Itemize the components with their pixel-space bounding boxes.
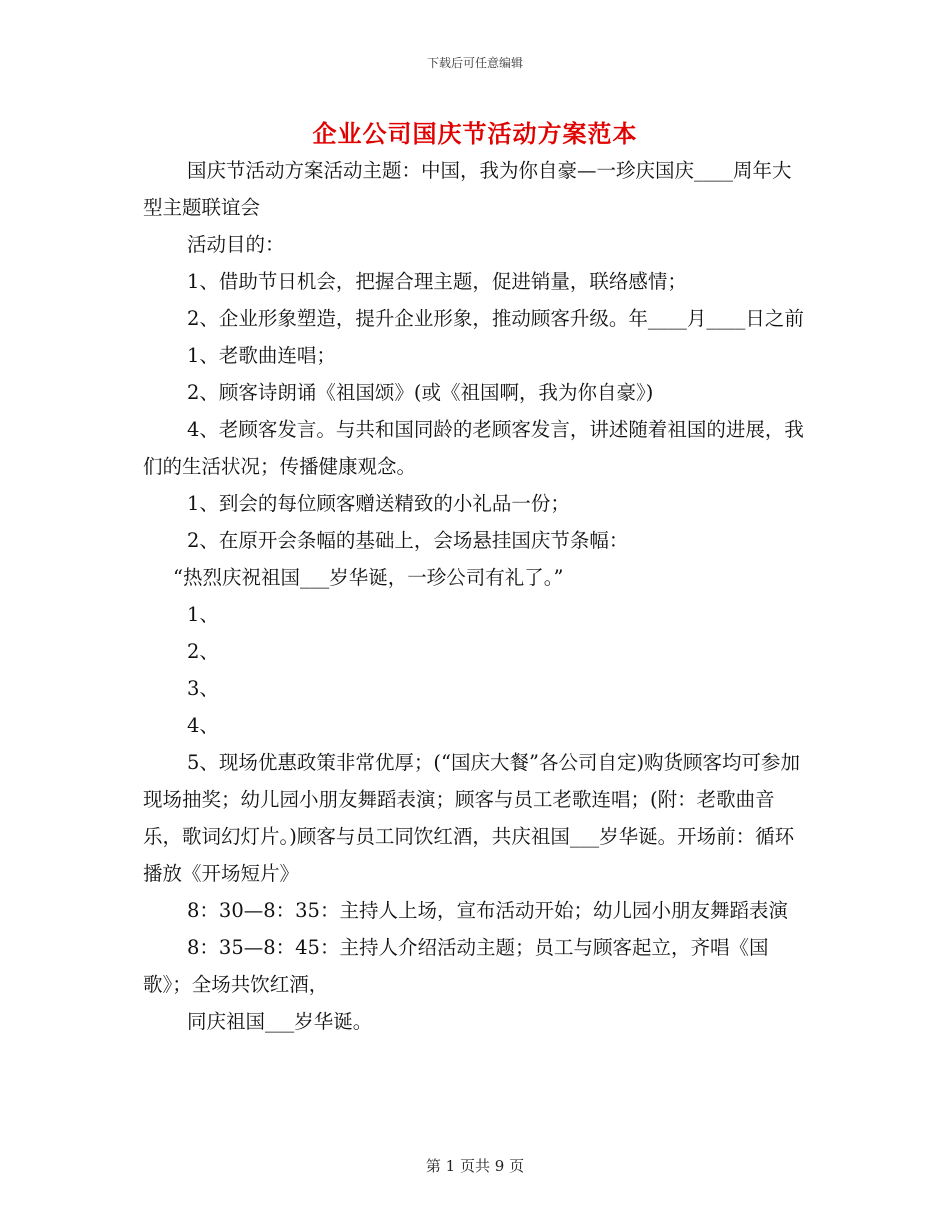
paragraph-purpose-1: 1、借助节日机会，把握合理主题，促进销量，联络感情； [187,270,687,293]
paragraph-program-2: 2、顾客诗朗诵《祖国颂》(或《祖国啊，我为你自豪》) [187,381,654,404]
paragraph-theme: 国庆节活动方案活动主题：中国，我为你自豪—一珍庆国庆____周年大型主题联谊会 [143,159,792,219]
paragraph-item-4: 4、 [187,714,219,737]
paragraph-item-3: 3、 [187,677,219,700]
paragraph-schedule-2: 8：35—8：45：主持人介绍活动主题；员工与顾客起立，齐唱《国歌》；全场共饮红酒， [143,936,769,996]
paragraph-schedule-3: 同庆祖国___岁华诞。 [187,1010,373,1033]
paragraph-item-5: 5、现场优惠政策非常优厚；(“国庆大餐”各公司自定)购货顾客均可参加现场抽奖；幼儿园小朋友舞蹈表演；顾客与员工老歌连唱；(附：老歌曲音乐，歌词幻灯片。)顾客与员工同饮红酒，共庆祖国___岁华诞。开场前：循环播放《开场短片》 [143,751,801,885]
paragraph-purpose-2: 2、企业形象塑造，提升企业形象，推动顾客升级。年____月____日之前 [187,307,804,330]
document-title: 企业公司国庆节活动方案范本 [312,119,638,148]
paragraph-program-4: 4、老顾客发言。与共和国同龄的老顾客发言，讲述随着祖国的进展，我们的生活状况；传播健康观念。 [143,418,804,478]
paragraph-item-1: 1、 [187,603,219,626]
paragraph-arrangement-2: 2、在原开会条幅的基础上，会场悬挂国庆节条幅： [187,529,629,552]
paragraph-arrangement-1: 1、到会的每位顾客赠送精致的小礼品一份； [187,492,570,515]
paragraph-item-2: 2、 [187,640,219,663]
paragraph-purpose-heading: 活动目的： [187,233,285,256]
page-footer: 第 1 页共 9 页 [425,1157,525,1175]
page-header: 下载后可任意编辑 [426,56,523,70]
document-body [143,152,808,1040]
paragraph-banner-text: “热烈庆祝祖国___岁华诞，一珍公司有礼了。” [173,566,564,589]
paragraph-program-1: 1、老歌曲连唱； [187,344,336,367]
paragraph-schedule-1: 8：30—8：35：主持人上场，宣布活动开始；幼儿园小朋友舞蹈表演 [187,899,788,922]
